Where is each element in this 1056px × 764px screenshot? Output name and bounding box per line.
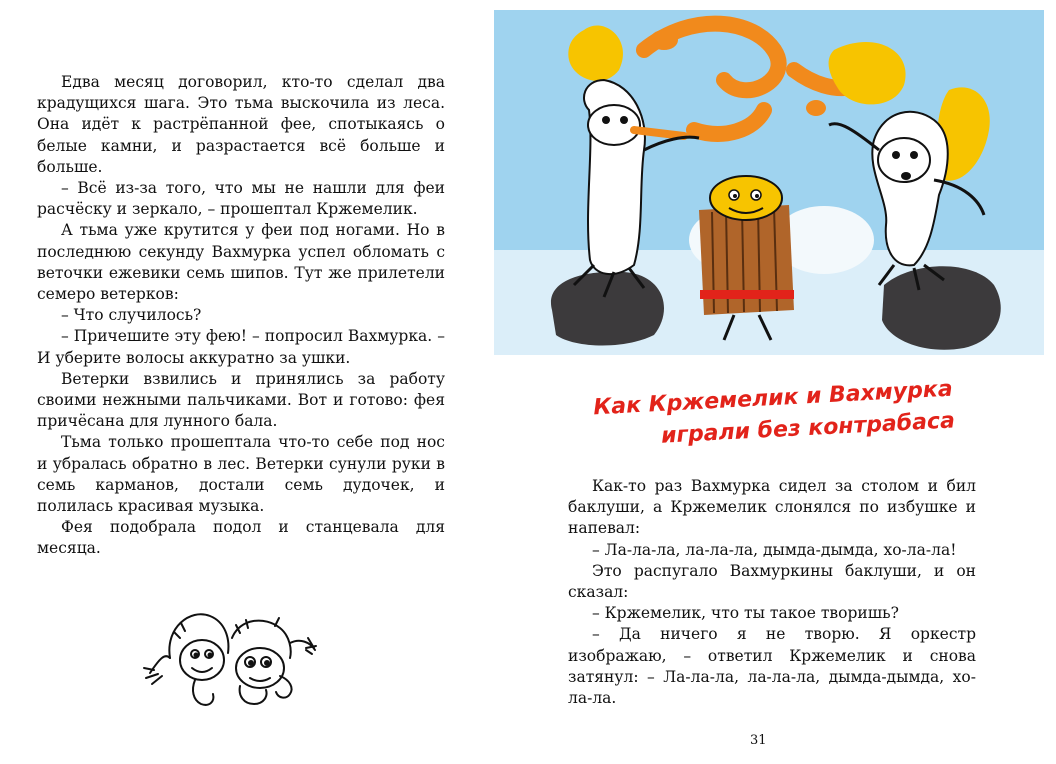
page-number: 31 bbox=[750, 733, 767, 748]
left-stone bbox=[551, 272, 664, 346]
chapter-title-line-1: Как Кржемелик и Вахмурка bbox=[592, 376, 954, 421]
paragraph: – Да ничего я не творю. Я оркестр изображаю, – ответил Кржемелик и снова затянул: – Ла-ла-ла, ла-ла-ла, дымда-дымда, хо-ла-ла. bbox=[568, 625, 976, 708]
paragraph: – Кржемелик, что ты такое творишь? bbox=[592, 604, 899, 623]
chapter-title bbox=[558, 376, 998, 449]
paragraph: Едва месяц договорил, кто-то сделал два крадущихся шага. Это тьма выскочила из леса. Она идёт к растрёпанной фее, спотыкаясь о белые камни, и разрастается всё больше и больше. bbox=[37, 73, 445, 176]
chapter-title-line-2: играли без контрабаса bbox=[660, 408, 956, 449]
paragraph: Как-то раз Вахмурка сидел за столом и бил баклуши, а Кржемелик слонялся по избушке и напевал: bbox=[568, 477, 976, 538]
gnomes-orchestra-illustration bbox=[494, 10, 1044, 355]
paragraph: – Всё из-за того, что мы не нашли для феи расчёску и зеркало, – прошептал Кржемелик. bbox=[37, 179, 445, 219]
left-page-text bbox=[37, 72, 445, 560]
right-page-text bbox=[568, 476, 976, 709]
paragraph: – Что случилось? bbox=[61, 306, 202, 325]
paragraph: – Причешите эту фею! – попросил Вахмурка. – И уберите волосы аккуратно за ушки. bbox=[37, 327, 445, 367]
paragraph: Тьма только прошептала что-то себе под нос и убралась обратно в лес. Ветерки сунули руки в семь карманов, достали семь дудочек, и полилась красивая музыка. bbox=[37, 433, 445, 516]
paragraph: А тьма уже крутится у феи под ногами. Но в последнюю секунду Вахмурка успел обломать с веточки ежевики семь шипов. Тут же прилетели семеро ветерков: bbox=[37, 221, 445, 304]
paragraph: Фея подобрала подол и станцевала для месяца. bbox=[37, 518, 445, 558]
paragraph: – Ла-ла-ла, ла-ла-ла, дымда-дымда, хо-ла-ла! bbox=[592, 540, 957, 559]
right-page bbox=[528, 0, 1056, 764]
gnomes-vignette-drawing bbox=[140, 598, 320, 713]
paragraph: Это распугало Вахмуркины баклуши, и он сказал: bbox=[568, 561, 976, 602]
paragraph: Ветерки взвились и принялись за работу своими нежными пальчиками. Вот и готово: фея причёсана для лунного бала. bbox=[37, 369, 445, 431]
color-illustration bbox=[494, 10, 1044, 355]
